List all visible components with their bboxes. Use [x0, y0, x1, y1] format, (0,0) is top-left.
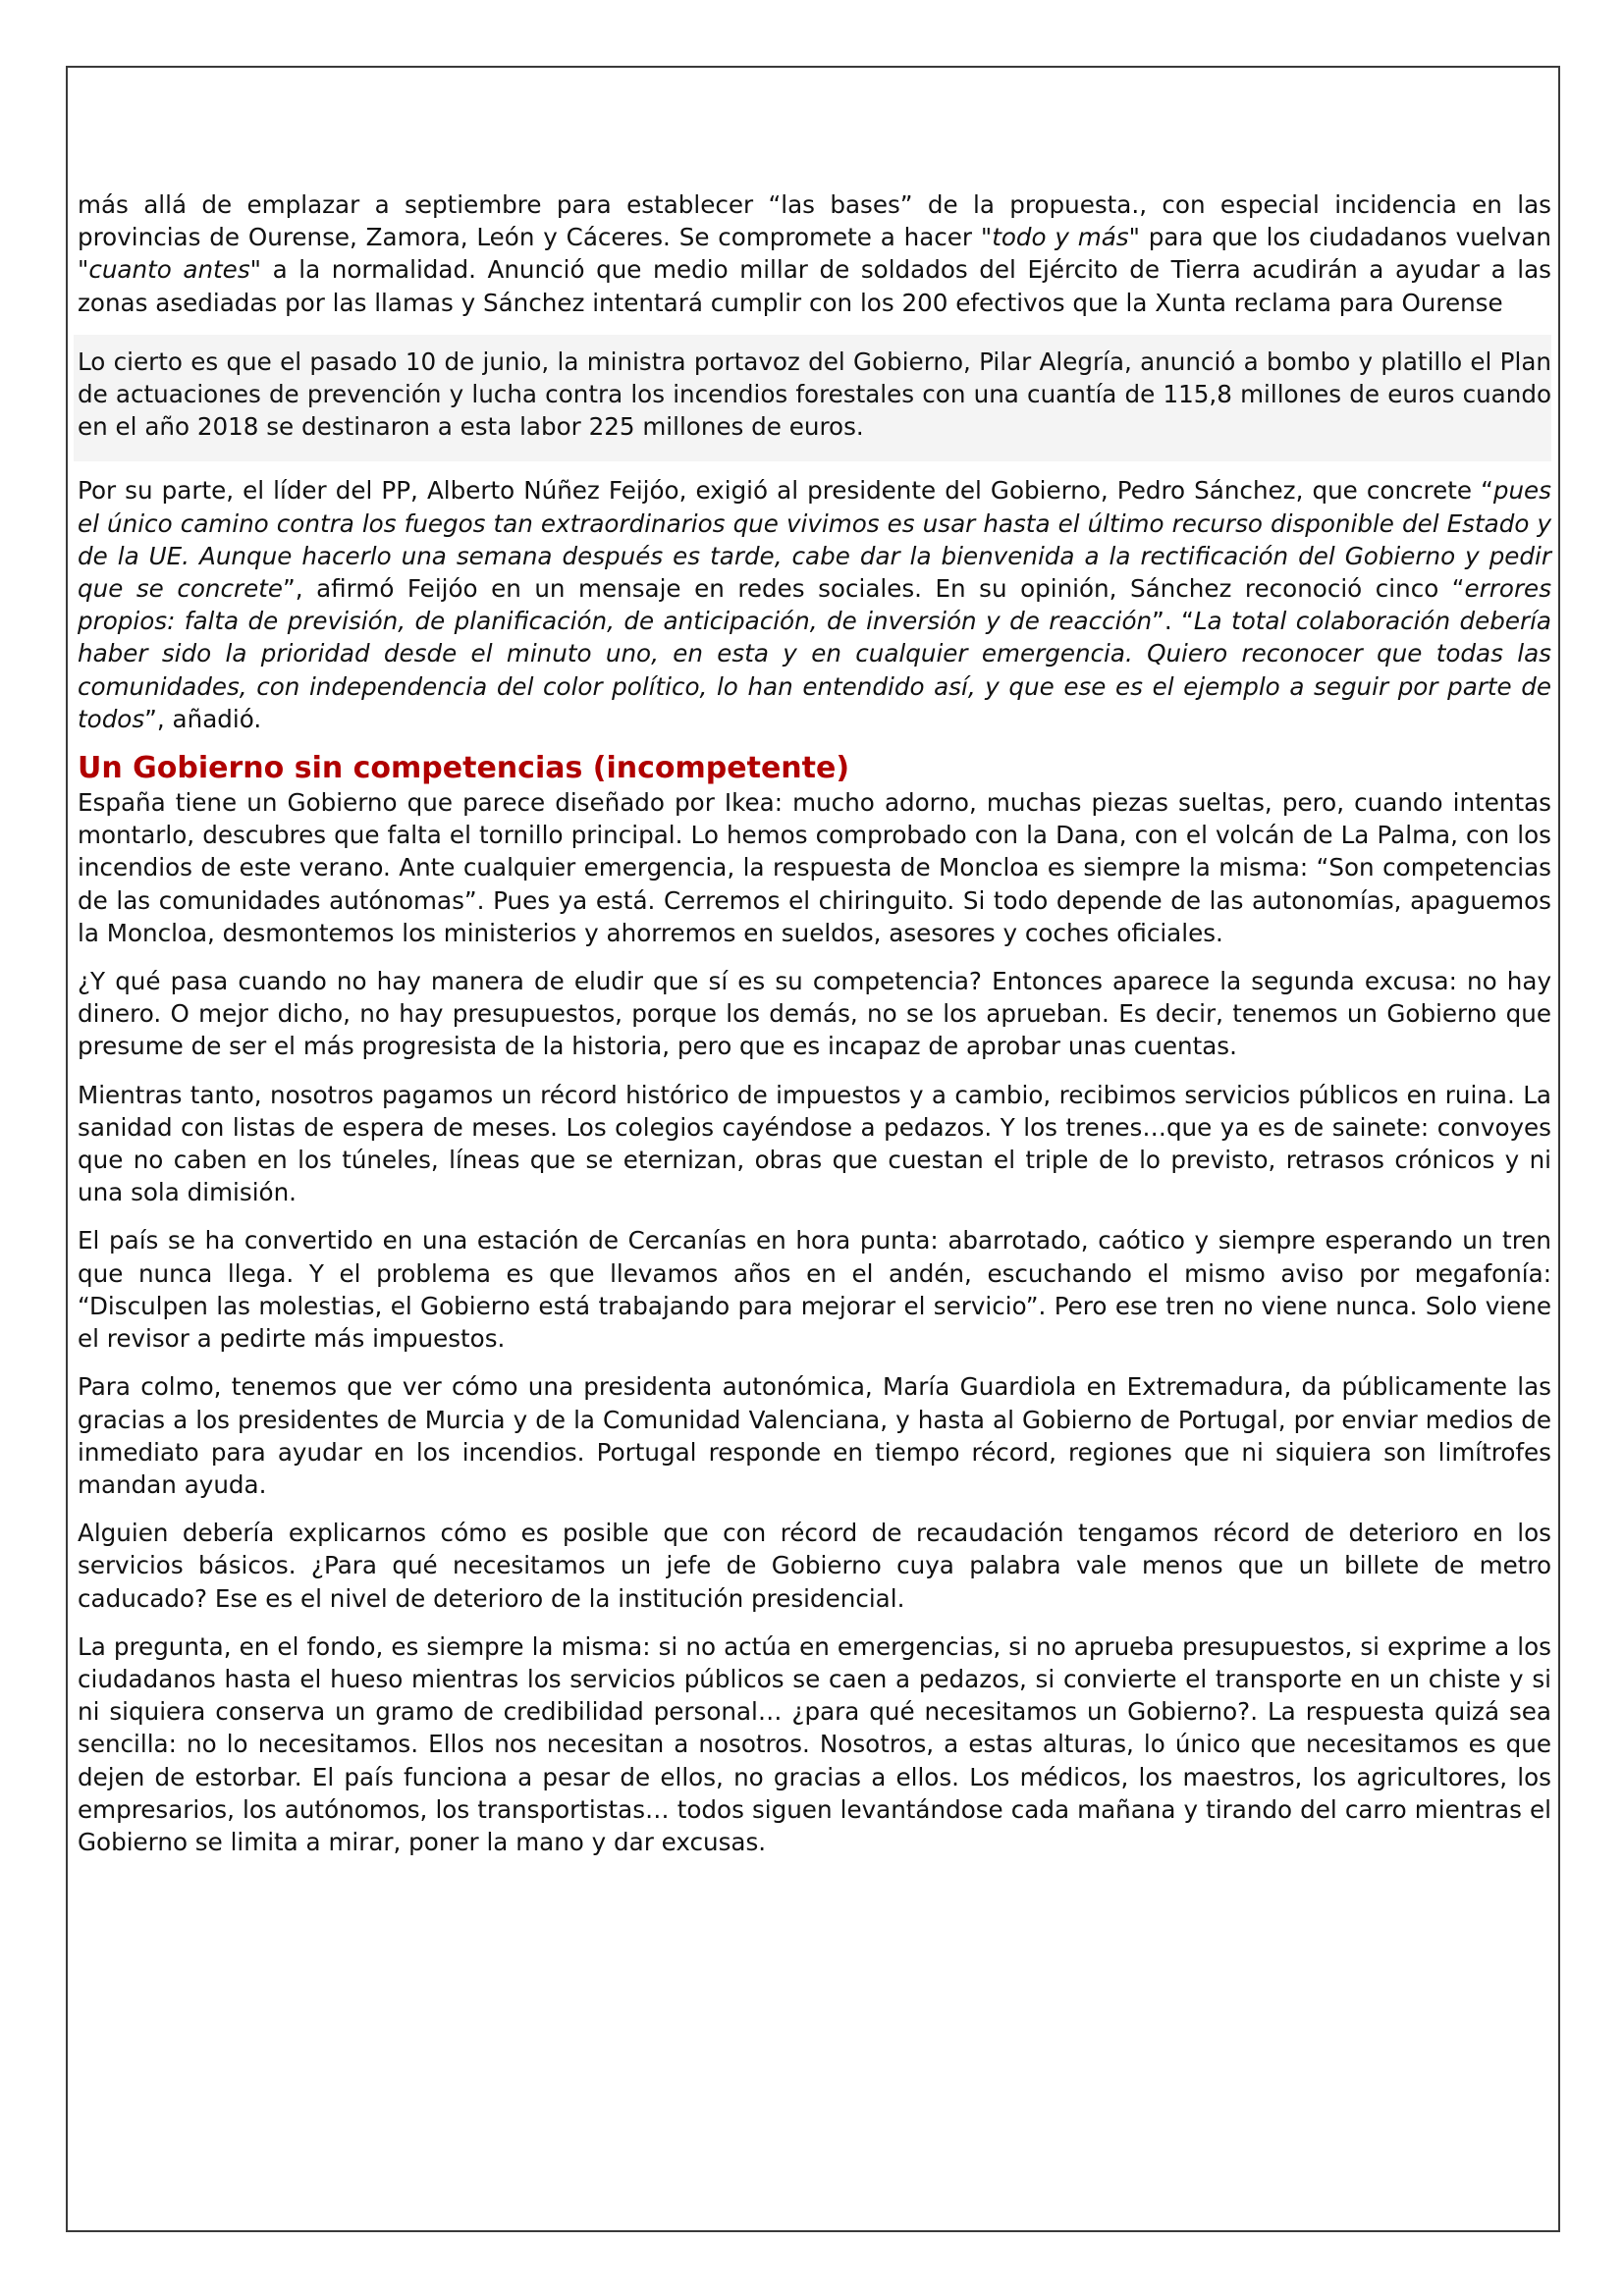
- text-segment: " para que los ciudadanos vuelvan ": [78, 223, 1551, 285]
- italic-quote-errores-propios: errores propios: falta de previsión, de planificación, de anticipación, de inversión y de reacción: [78, 574, 1552, 636]
- text-segment: Por su parte, el líder del PP, Alberto Núñez Feijóo, exigió al presidente del Gobierno, Pedro Sánchez, que concrete “: [78, 476, 1493, 506]
- paragraph-cercanias: El país se ha convertido en una estación de Cercanías en hora punta: abarrotado, caótico y siempre esperando un tren que nunca llega. Y el problema es que llevamos años en el andén, escuchando el mismo aviso por megafonía: “Disculpen las molestias, el Gobierno está trabajando para mejorar el servicio”. Pero ese tren no viene nunca. Solo viene el revisor a pedirte más impuestos.: [78, 1226, 1551, 1354]
- paragraph-ourense-soldiers: [78, 188, 1551, 319]
- paragraph-la-pregunta: La pregunta, en el fondo, es siempre la misma: si no actúa en emergencias, si no aprueba presupuestos, si exprime a los ciudadanos hasta el hueso mientras los servicios públicos se caen a pedazos, si convierte el transporte en un chiste y si ni siquiera conserva un gramo de credibilidad personal… ¿para qué necesitamos un Gobierno?. La respuesta quizá sea sencilla: no lo necesitamos. Ellos nos necesitan a nosotros. Nosotros, a estas alturas, lo único que necesitamos es que dejen de estorbar. El país funciona a pesar de ellos, no gracias a ellos. Los médicos, los maestros, los agricultores, los empresarios, los autónomos, los transportistas… todos siguen levantándose cada mañana y tirando del carro mientras el Gobierno se limita a mirar, poner la mano y dar excusas.: [78, 1631, 1551, 1856]
- paragraph-guardiola: Para colmo, tenemos que ver cómo una presidenta autonómica, María Guardiola en Extremadura, da públicamente las gracias a los presidentes de Murcia y de la Comunidad Valenciana, y hasta al Gobierno de Portugal, por enviar medios de inmediato para ayudar en los incendios. Portugal responde en tiempo récord, regiones que ni siquiera son limítrofes mandan ayuda.: [78, 1372, 1551, 1499]
- text-segment: Lo cierto es que el pasado 10 de junio, la ministra portavoz del Gobierno, Pilar Alegría, anunció a bombo y platillo el Plan de actuaciones de prevención y lucha contra los incendios forestales con una cuantía de 115,8 millones de euros cuando en el año 2018 se destinaron a esta labor 225 millones de euros.: [78, 347, 1551, 442]
- text-segment: ”, afirmó Feijóo en un mensaje en redes sociales. En su opinión, Sánchez reconoció cinco “: [283, 574, 1465, 604]
- section-heading: Un Gobierno sin competencias (incompetente): [78, 751, 850, 786]
- paragraph-feijoo-statement: [78, 474, 1551, 735]
- text-segment: " a la normalidad. Anunció que medio millar de soldados del Ejército de Tierra acudirán a ayudar a las zonas asediadas por las llamas y Sánchez intentará cumplir con los 200 efectivos que la Xunta reclama para Ourense: [78, 255, 1552, 317]
- italic-quote-colaboracion: La total colaboración debería haber sido la prioridad desde el minuto uno, en esta y en cualquier emergencia. Quiero reconocer que todas las comunidades, con independencia del color político, lo han entendido así, y que ese es el ejemplo a seguir por parte de todos: [78, 607, 1552, 733]
- paragraph-impuestos-servicios: Mientras tanto, nosotros pagamos un récord histórico de impuestos y a cambio, recibimos servicios públicos en ruina. La sanidad con listas de espera de meses. Los colegios cayéndose a pedazos. Y los trenes…que ya es de sainete: convoyes que no caben en los túneles, líneas que se eternizan, obras que cuestan el triple de lo previsto, retrasos crónicos y ni una sola dimisión.: [78, 1080, 1551, 1207]
- text-segment: ”. “: [1152, 607, 1194, 636]
- text-segment: más allá de emplazar a septiembre para establecer “las bases” de la propuesta., con especial incidencia en las provincias de Ourense, Zamora, León y Cáceres. Se compromete a hacer ": [78, 190, 1551, 252]
- italic-quote-cuanto-antes: cuanto antes: [88, 255, 250, 285]
- paragraph-recaudacion: Alguien debería explicarnos cómo es posible que con récord de recaudación tengamos récord de deterioro en los servicios básicos. ¿Para qué necesitamos un jefe de Gobierno cuya palabra vale menos que un billete de metro caducado? Ese es el nivel de deterioro de la institución presidencial.: [78, 1519, 1551, 1613]
- paragraph-presupuestos: ¿Y qué pasa cuando no hay manera de eludir que sí es su competencia? Entonces aparece la segunda excusa: no hay dinero. O mejor dicho, no hay presupuestos, porque los demás, no se los aprueban. Es decir, tenemos un Gobierno que presume de ser el más progresista de la historia, pero que es incapaz de aprobar unas cuentas.: [78, 967, 1551, 1061]
- italic-quote-feijoo-1: pues el único camino contra los fuegos tan extraordinarios que vivimos es usar hasta el último recurso disponible del Estado y de la UE. Aunque hacerlo una semana después es tarde, cabe dar la bienvenida a la rectificación del Gobierno y pedir que se concrete: [78, 476, 1551, 604]
- italic-quote-todo-y-mas: todo y más: [992, 223, 1129, 252]
- document-body: [78, 188, 1551, 1874]
- paragraph-highlighted-budget: [74, 335, 1551, 462]
- paragraph-ikea: España tiene un Gobierno que parece diseñado por Ikea: mucho adorno, muchas piezas sueltas, pero, cuando intentas montarlo, descubres que falta el tornillo principal. Lo hemos comprobado con la Dana, con el volcán de La Palma, con los incendios de este verano. Ante cualquier emergencia, la respuesta de Moncloa es siempre la misma: “Son competencias de las comunidades autónomas”. Pues ya está. Cerremos el chiringuito. Si todo depende de las autonomías, apaguemos la Moncloa, desmontemos los ministerios y ahorremos en sueldos, asesores y coches oficiales.: [78, 788, 1551, 947]
- text-segment: ”, añadió.: [144, 704, 262, 733]
